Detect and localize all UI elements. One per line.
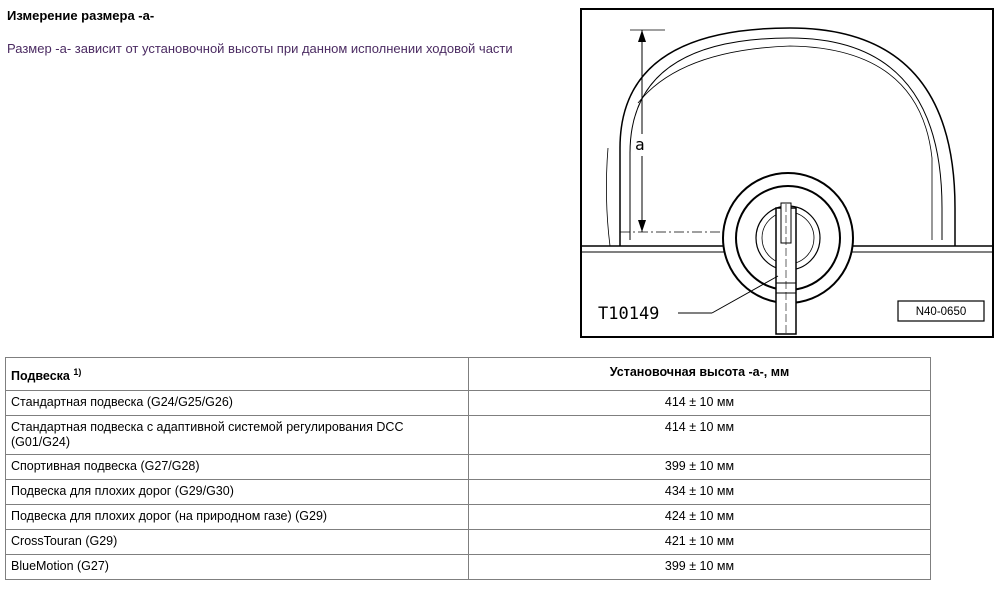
table-header-row <box>6 358 931 391</box>
height-cell: 414 ± 10 мм <box>469 416 931 455</box>
height-cell: 399 ± 10 мм <box>469 455 931 480</box>
suspension-cell: Подвеска для плохих дорог (на природном газе) (G29) <box>6 505 469 530</box>
table-row <box>6 530 931 555</box>
figure-code: N40-0650 <box>915 306 967 318</box>
height-cell: 434 ± 10 мм <box>469 480 931 505</box>
table-row <box>6 505 931 530</box>
page-title: Измерение размера -a- <box>7 8 155 23</box>
header-suspension <box>6 358 469 391</box>
wheel-arch-diagram <box>580 8 994 338</box>
table-row <box>6 416 931 455</box>
installation-height-table <box>5 357 931 580</box>
header-footnote: 1) <box>73 367 82 377</box>
tool-label: T10149 <box>598 304 660 324</box>
suspension-cell: CrossTouran (G29) <box>6 530 469 555</box>
height-cell: 414 ± 10 мм <box>469 391 931 416</box>
dimension-label-a: a <box>635 135 645 154</box>
height-cell: 421 ± 10 мм <box>469 530 931 555</box>
suspension-cell: Стандартная подвеска с адаптивной системой регулирования DCC (G01/G24) <box>6 416 469 455</box>
table-row <box>6 391 931 416</box>
table-row <box>6 555 931 580</box>
page-description: Размер -a- зависит от установочной высоты при данном исполнении ходовой части <box>7 41 513 56</box>
height-cell: 424 ± 10 мм <box>469 505 931 530</box>
suspension-cell: Спортивная подвеска (G27/G28) <box>6 455 469 480</box>
suspension-cell: BlueMotion (G27) <box>6 555 469 580</box>
suspension-cell: Стандартная подвеска (G24/G25/G26) <box>6 391 469 416</box>
measurement-figure <box>580 8 994 338</box>
height-cell: 399 ± 10 мм <box>469 555 931 580</box>
header-installation-height: Установочная высота -a-, мм <box>469 358 931 391</box>
table-row <box>6 480 931 505</box>
suspension-cell: Подвеска для плохих дорог (G29/G30) <box>6 480 469 505</box>
table-row <box>6 455 931 480</box>
header-suspension-label: Подвеска <box>11 369 70 384</box>
